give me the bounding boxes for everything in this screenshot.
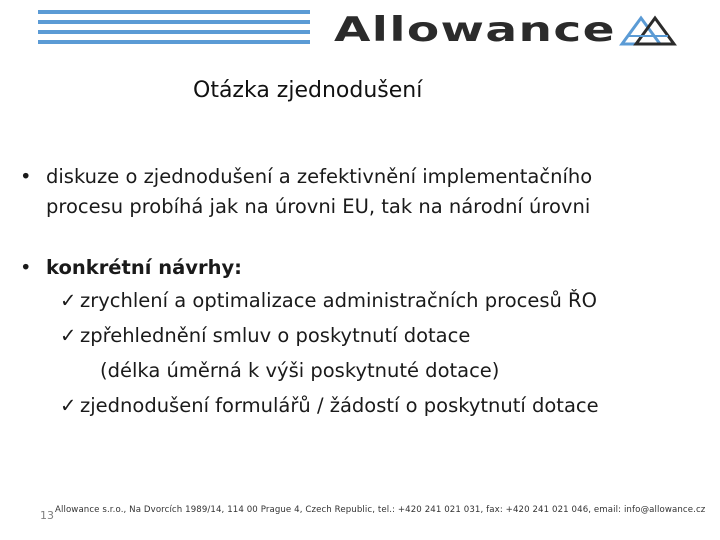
logo-mark-icon <box>622 18 674 44</box>
footer-contact: Allowance s.r.o., Na Dvorcích 1989/14, 114 00 Prague 4, Czech Republic, tel.: +420 241 021 031, fax: +420 241 021 046, email: info@allowance.cz <box>55 505 706 515</box>
list-item-text: zpřehlednění smluv o poskytnutí dotace <box>80 324 471 347</box>
list-item-text: zrychlení a optimalizace administračních procesů ŘO <box>80 289 597 312</box>
check-icon: ✓ <box>60 324 77 347</box>
list-item-continuation: (délka úměrná k výši poskytnuté dotace) <box>100 359 500 382</box>
check-icon: ✓ <box>60 289 77 312</box>
list-item <box>20 283 700 318</box>
list-item <box>20 318 700 353</box>
stripe <box>38 10 310 14</box>
page-number: 13 <box>40 509 54 522</box>
bullet-marker: • <box>20 256 32 279</box>
allowance-logo <box>334 10 684 50</box>
decorative-stripes <box>38 10 310 44</box>
bullet-discussion <box>20 162 700 222</box>
svg-text:Allowance: Allowance <box>334 10 616 50</box>
list-item-text: zjednodušení formulářů / žádostí o poskytnutí dotace <box>80 394 599 417</box>
logo-graphic <box>334 10 684 50</box>
stripe <box>38 30 310 34</box>
bullet-heading: konkrétní návrhy: <box>46 256 242 279</box>
stripe <box>38 20 310 24</box>
bullet-proposals <box>20 253 700 423</box>
list-item <box>20 388 700 423</box>
slide-title: Otázka zjednodušení <box>193 78 423 103</box>
stripe <box>38 40 310 44</box>
check-icon: ✓ <box>60 394 77 417</box>
bullet-text-line: procesu probíhá jak na úrovni EU, tak na národní úrovni <box>46 195 591 218</box>
bullet-marker: • <box>20 165 32 188</box>
bullet-text-line: diskuze o zjednodušení a zefektivnění implementačního <box>46 165 593 188</box>
